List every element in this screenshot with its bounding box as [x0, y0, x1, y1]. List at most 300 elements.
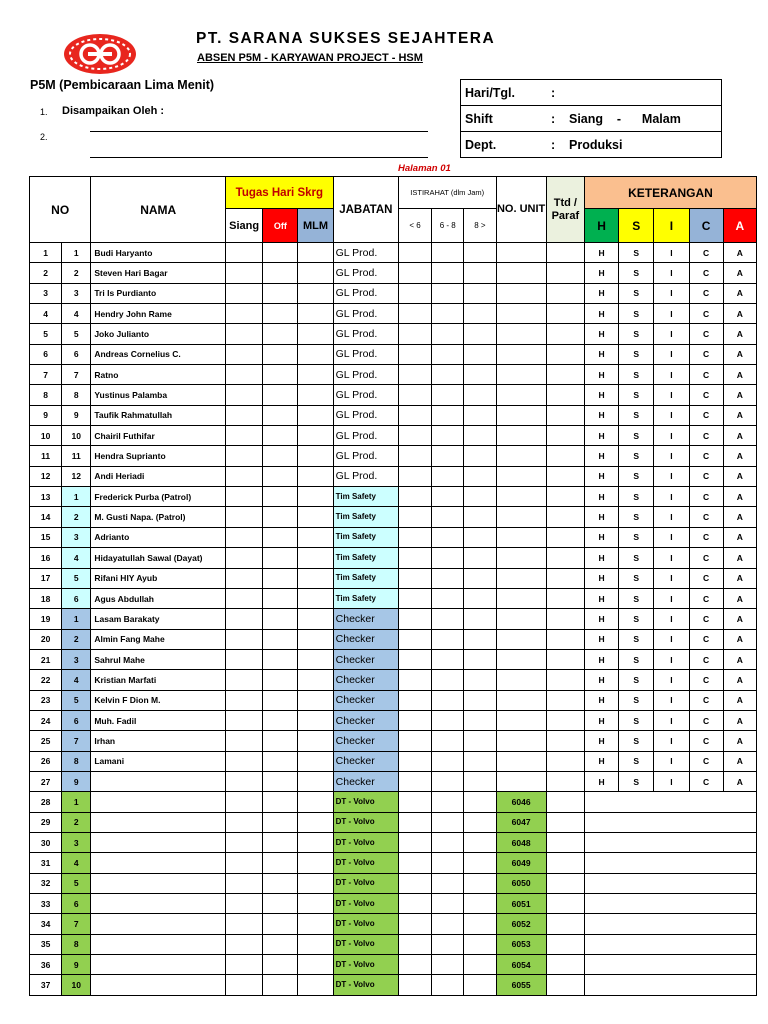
istirahat-lt6-cell[interactable] [398, 832, 431, 852]
tugas-off-cell[interactable] [263, 588, 298, 608]
istirahat-lt6-cell[interactable] [398, 263, 431, 283]
signature-cell[interactable] [546, 507, 584, 527]
istirahat-6-8-cell[interactable] [432, 914, 464, 934]
signature-cell[interactable] [546, 812, 584, 832]
keterangan-s-cell[interactable]: S [619, 649, 654, 669]
employee-name[interactable]: Frederick Purba (Patrol) [91, 487, 226, 507]
istirahat-6-8-cell[interactable] [432, 873, 464, 893]
tugas-off-cell[interactable] [263, 426, 298, 446]
tugas-siang-cell[interactable] [226, 568, 263, 588]
tugas-mlm-cell[interactable] [298, 324, 333, 344]
keterangan-i-cell[interactable]: I [654, 304, 689, 324]
signature-cell[interactable] [546, 751, 584, 771]
tugas-mlm-cell[interactable] [298, 812, 333, 832]
istirahat-6-8-cell[interactable] [432, 588, 464, 608]
tugas-mlm-cell[interactable] [298, 263, 333, 283]
tugas-mlm-cell[interactable] [298, 243, 333, 263]
keterangan-c-cell[interactable]: C [689, 304, 723, 324]
keterangan-i-cell[interactable]: I [654, 487, 689, 507]
istirahat-lt6-cell[interactable] [398, 894, 431, 914]
signature-cell[interactable] [546, 649, 584, 669]
employee-name[interactable]: Hidayatullah Sawal (Dayat) [91, 548, 226, 568]
tugas-off-cell[interactable] [263, 832, 298, 852]
keterangan-h-cell[interactable]: H [584, 771, 618, 791]
istirahat-6-8-cell[interactable] [432, 568, 464, 588]
keterangan-h-cell[interactable]: H [584, 304, 618, 324]
istirahat-lt6-cell[interactable] [398, 853, 431, 873]
tugas-mlm-cell[interactable] [298, 466, 333, 486]
signature-cell[interactable] [546, 894, 584, 914]
istirahat-gt8-cell[interactable] [464, 385, 496, 405]
istirahat-gt8-cell[interactable] [464, 771, 496, 791]
tugas-mlm-cell[interactable] [298, 527, 333, 547]
tugas-mlm-cell[interactable] [298, 975, 333, 995]
keterangan-c-cell[interactable]: C [689, 487, 723, 507]
signature-cell[interactable] [546, 731, 584, 751]
employee-name[interactable] [91, 853, 226, 873]
tugas-siang-cell[interactable] [226, 629, 263, 649]
signature-cell[interactable] [546, 243, 584, 263]
tugas-siang-cell[interactable] [226, 792, 263, 812]
tugas-siang-cell[interactable] [226, 324, 263, 344]
tugas-off-cell[interactable] [263, 731, 298, 751]
tugas-mlm-cell[interactable] [298, 914, 333, 934]
istirahat-lt6-cell[interactable] [398, 690, 431, 710]
keterangan-a-cell[interactable]: A [723, 527, 756, 547]
tugas-siang-cell[interactable] [226, 609, 263, 629]
tugas-off-cell[interactable] [263, 527, 298, 547]
keterangan-i-cell[interactable]: I [654, 243, 689, 263]
keterangan-i-cell[interactable]: I [654, 548, 689, 568]
istirahat-lt6-cell[interactable] [398, 568, 431, 588]
tugas-mlm-cell[interactable] [298, 446, 333, 466]
keterangan-a-cell[interactable]: A [723, 588, 756, 608]
signature-cell[interactable] [546, 344, 584, 364]
tugas-mlm-cell[interactable] [298, 426, 333, 446]
keterangan-s-cell[interactable]: S [619, 324, 654, 344]
tugas-mlm-cell[interactable] [298, 568, 333, 588]
tugas-off-cell[interactable] [263, 934, 298, 954]
keterangan-i-cell[interactable]: I [654, 263, 689, 283]
keterangan-s-cell[interactable]: S [619, 283, 654, 303]
istirahat-6-8-cell[interactable] [432, 466, 464, 486]
employee-name[interactable] [91, 812, 226, 832]
keterangan-c-cell[interactable]: C [689, 568, 723, 588]
keterangan-i-cell[interactable]: I [654, 324, 689, 344]
signature-cell[interactable] [546, 771, 584, 791]
istirahat-6-8-cell[interactable] [432, 812, 464, 832]
keterangan-s-cell[interactable]: S [619, 507, 654, 527]
tugas-siang-cell[interactable] [226, 975, 263, 995]
signature-cell[interactable] [546, 466, 584, 486]
tugas-off-cell[interactable] [263, 385, 298, 405]
employee-name[interactable]: Kelvin F Dion M. [91, 690, 226, 710]
tugas-siang-cell[interactable] [226, 710, 263, 730]
tugas-siang-cell[interactable] [226, 426, 263, 446]
tugas-siang-cell[interactable] [226, 405, 263, 425]
keterangan-i-cell[interactable]: I [654, 507, 689, 527]
keterangan-a-cell[interactable]: A [723, 283, 756, 303]
tugas-off-cell[interactable] [263, 609, 298, 629]
employee-name[interactable] [91, 792, 226, 812]
employee-name[interactable]: Kristian Marfati [91, 670, 226, 690]
keterangan-c-cell[interactable]: C [689, 731, 723, 751]
tugas-siang-cell[interactable] [226, 263, 263, 283]
istirahat-6-8-cell[interactable] [432, 243, 464, 263]
keterangan-s-cell[interactable]: S [619, 609, 654, 629]
tugas-off-cell[interactable] [263, 914, 298, 934]
istirahat-6-8-cell[interactable] [432, 344, 464, 364]
istirahat-lt6-cell[interactable] [398, 365, 431, 385]
keterangan-h-cell[interactable]: H [584, 344, 618, 364]
keterangan-c-cell[interactable]: C [689, 243, 723, 263]
tugas-off-cell[interactable] [263, 405, 298, 425]
tugas-siang-cell[interactable] [226, 690, 263, 710]
keterangan-a-cell[interactable]: A [723, 731, 756, 751]
istirahat-6-8-cell[interactable] [432, 710, 464, 730]
keterangan-i-cell[interactable]: I [654, 365, 689, 385]
keterangan-h-cell[interactable]: H [584, 751, 618, 771]
employee-name[interactable]: Agus Abdullah [91, 588, 226, 608]
istirahat-6-8-cell[interactable] [432, 771, 464, 791]
keterangan-c-cell[interactable]: C [689, 507, 723, 527]
keterangan-i-cell[interactable]: I [654, 426, 689, 446]
signature-cell[interactable] [546, 853, 584, 873]
istirahat-gt8-cell[interactable] [464, 731, 496, 751]
keterangan-a-cell[interactable]: A [723, 344, 756, 364]
istirahat-lt6-cell[interactable] [398, 283, 431, 303]
tugas-off-cell[interactable] [263, 690, 298, 710]
istirahat-lt6-cell[interactable] [398, 527, 431, 547]
keterangan-i-cell[interactable]: I [654, 771, 689, 791]
employee-name[interactable] [91, 955, 226, 975]
istirahat-gt8-cell[interactable] [464, 405, 496, 425]
istirahat-gt8-cell[interactable] [464, 588, 496, 608]
keterangan-a-cell[interactable]: A [723, 365, 756, 385]
istirahat-lt6-cell[interactable] [398, 446, 431, 466]
keterangan-h-cell[interactable]: H [584, 466, 618, 486]
tugas-off-cell[interactable] [263, 243, 298, 263]
keterangan-s-cell[interactable]: S [619, 466, 654, 486]
istirahat-6-8-cell[interactable] [432, 751, 464, 771]
keterangan-i-cell[interactable]: I [654, 751, 689, 771]
tugas-off-cell[interactable] [263, 649, 298, 669]
signature-cell[interactable] [546, 629, 584, 649]
keterangan-s-cell[interactable]: S [619, 771, 654, 791]
tugas-siang-cell[interactable] [226, 771, 263, 791]
tugas-siang-cell[interactable] [226, 873, 263, 893]
keterangan-s-cell[interactable]: S [619, 690, 654, 710]
keterangan-s-cell[interactable]: S [619, 670, 654, 690]
keterangan-a-cell[interactable]: A [723, 385, 756, 405]
keterangan-i-cell[interactable]: I [654, 690, 689, 710]
istirahat-lt6-cell[interactable] [398, 649, 431, 669]
employee-name[interactable] [91, 894, 226, 914]
employee-name[interactable]: Taufik Rahmatullah [91, 405, 226, 425]
istirahat-lt6-cell[interactable] [398, 771, 431, 791]
keterangan-a-cell[interactable]: A [723, 771, 756, 791]
employee-name[interactable]: Steven Hari Bagar [91, 263, 226, 283]
keterangan-a-cell[interactable]: A [723, 466, 756, 486]
tugas-mlm-cell[interactable] [298, 507, 333, 527]
istirahat-6-8-cell[interactable] [432, 263, 464, 283]
tugas-off-cell[interactable] [263, 487, 298, 507]
tugas-off-cell[interactable] [263, 792, 298, 812]
keterangan-i-cell[interactable]: I [654, 466, 689, 486]
keterangan-h-cell[interactable]: H [584, 670, 618, 690]
tugas-off-cell[interactable] [263, 751, 298, 771]
keterangan-c-cell[interactable]: C [689, 751, 723, 771]
istirahat-6-8-cell[interactable] [432, 548, 464, 568]
istirahat-gt8-cell[interactable] [464, 670, 496, 690]
tugas-mlm-cell[interactable] [298, 365, 333, 385]
keterangan-h-cell[interactable]: H [584, 263, 618, 283]
istirahat-gt8-cell[interactable] [464, 751, 496, 771]
keterangan-h-cell[interactable]: H [584, 365, 618, 385]
employee-name[interactable]: Muh. Fadil [91, 710, 226, 730]
istirahat-6-8-cell[interactable] [432, 731, 464, 751]
keterangan-c-cell[interactable]: C [689, 405, 723, 425]
keterangan-a-cell[interactable]: A [723, 405, 756, 425]
istirahat-lt6-cell[interactable] [398, 548, 431, 568]
istirahat-6-8-cell[interactable] [432, 385, 464, 405]
keterangan-c-cell[interactable]: C [689, 283, 723, 303]
tugas-mlm-cell[interactable] [298, 609, 333, 629]
keterangan-h-cell[interactable]: H [584, 731, 618, 751]
tugas-mlm-cell[interactable] [298, 955, 333, 975]
keterangan-h-cell[interactable]: H [584, 710, 618, 730]
istirahat-gt8-cell[interactable] [464, 527, 496, 547]
tugas-mlm-cell[interactable] [298, 304, 333, 324]
istirahat-gt8-cell[interactable] [464, 955, 496, 975]
istirahat-gt8-cell[interactable] [464, 365, 496, 385]
keterangan-i-cell[interactable]: I [654, 670, 689, 690]
signature-cell[interactable] [546, 955, 584, 975]
tugas-off-cell[interactable] [263, 629, 298, 649]
keterangan-s-cell[interactable]: S [619, 588, 654, 608]
keterangan-h-cell[interactable]: H [584, 507, 618, 527]
istirahat-lt6-cell[interactable] [398, 588, 431, 608]
tugas-off-cell[interactable] [263, 812, 298, 832]
employee-name[interactable]: Joko Julianto [91, 324, 226, 344]
tugas-off-cell[interactable] [263, 466, 298, 486]
istirahat-lt6-cell[interactable] [398, 466, 431, 486]
keterangan-i-cell[interactable]: I [654, 609, 689, 629]
tugas-off-cell[interactable] [263, 283, 298, 303]
keterangan-c-cell[interactable]: C [689, 649, 723, 669]
tugas-siang-cell[interactable] [226, 812, 263, 832]
istirahat-lt6-cell[interactable] [398, 934, 431, 954]
tugas-mlm-cell[interactable] [298, 771, 333, 791]
istirahat-6-8-cell[interactable] [432, 955, 464, 975]
signature-cell[interactable] [546, 588, 584, 608]
tugas-mlm-cell[interactable] [298, 588, 333, 608]
keterangan-i-cell[interactable]: I [654, 344, 689, 364]
istirahat-gt8-cell[interactable] [464, 832, 496, 852]
tugas-mlm-cell[interactable] [298, 283, 333, 303]
keterangan-i-cell[interactable]: I [654, 446, 689, 466]
keterangan-i-cell[interactable]: I [654, 405, 689, 425]
keterangan-h-cell[interactable]: H [584, 690, 618, 710]
tugas-mlm-cell[interactable] [298, 548, 333, 568]
istirahat-gt8-cell[interactable] [464, 548, 496, 568]
istirahat-gt8-cell[interactable] [464, 344, 496, 364]
signature-cell[interactable] [546, 426, 584, 446]
tugas-off-cell[interactable] [263, 446, 298, 466]
keterangan-s-cell[interactable]: S [619, 751, 654, 771]
istirahat-6-8-cell[interactable] [432, 832, 464, 852]
signature-cell[interactable] [546, 792, 584, 812]
keterangan-i-cell[interactable]: I [654, 629, 689, 649]
tugas-mlm-cell[interactable] [298, 385, 333, 405]
keterangan-h-cell[interactable]: H [584, 385, 618, 405]
keterangan-h-cell[interactable]: H [584, 324, 618, 344]
istirahat-lt6-cell[interactable] [398, 426, 431, 446]
signature-cell[interactable] [546, 487, 584, 507]
keterangan-c-cell[interactable]: C [689, 609, 723, 629]
keterangan-s-cell[interactable]: S [619, 568, 654, 588]
keterangan-s-cell[interactable]: S [619, 243, 654, 263]
istirahat-gt8-cell[interactable] [464, 853, 496, 873]
istirahat-lt6-cell[interactable] [398, 710, 431, 730]
tugas-siang-cell[interactable] [226, 955, 263, 975]
keterangan-a-cell[interactable]: A [723, 304, 756, 324]
keterangan-s-cell[interactable]: S [619, 344, 654, 364]
keterangan-i-cell[interactable]: I [654, 710, 689, 730]
istirahat-6-8-cell[interactable] [432, 690, 464, 710]
keterangan-h-cell[interactable]: H [584, 405, 618, 425]
signature-cell[interactable] [546, 832, 584, 852]
tugas-off-cell[interactable] [263, 853, 298, 873]
tugas-siang-cell[interactable] [226, 588, 263, 608]
signature-cell[interactable] [546, 873, 584, 893]
keterangan-h-cell[interactable]: H [584, 283, 618, 303]
istirahat-gt8-cell[interactable] [464, 710, 496, 730]
keterangan-h-cell[interactable]: H [584, 487, 618, 507]
istirahat-6-8-cell[interactable] [432, 670, 464, 690]
istirahat-gt8-cell[interactable] [464, 690, 496, 710]
keterangan-i-cell[interactable]: I [654, 731, 689, 751]
istirahat-lt6-cell[interactable] [398, 751, 431, 771]
istirahat-6-8-cell[interactable] [432, 609, 464, 629]
tugas-off-cell[interactable] [263, 304, 298, 324]
istirahat-gt8-cell[interactable] [464, 263, 496, 283]
keterangan-c-cell[interactable]: C [689, 588, 723, 608]
istirahat-lt6-cell[interactable] [398, 914, 431, 934]
tugas-siang-cell[interactable] [226, 243, 263, 263]
signature-cell[interactable] [546, 385, 584, 405]
employee-name[interactable]: Sahrul Mahe [91, 649, 226, 669]
tugas-siang-cell[interactable] [226, 934, 263, 954]
keterangan-a-cell[interactable]: A [723, 670, 756, 690]
istirahat-6-8-cell[interactable] [432, 405, 464, 425]
tugas-siang-cell[interactable] [226, 649, 263, 669]
istirahat-lt6-cell[interactable] [398, 670, 431, 690]
istirahat-6-8-cell[interactable] [432, 426, 464, 446]
tugas-off-cell[interactable] [263, 710, 298, 730]
keterangan-c-cell[interactable]: C [689, 710, 723, 730]
istirahat-6-8-cell[interactable] [432, 894, 464, 914]
istirahat-6-8-cell[interactable] [432, 629, 464, 649]
employee-name[interactable]: Lamani [91, 751, 226, 771]
istirahat-6-8-cell[interactable] [432, 304, 464, 324]
keterangan-a-cell[interactable]: A [723, 243, 756, 263]
istirahat-6-8-cell[interactable] [432, 324, 464, 344]
signature-cell[interactable] [546, 324, 584, 344]
tugas-siang-cell[interactable] [226, 751, 263, 771]
signature-cell[interactable] [546, 405, 584, 425]
keterangan-i-cell[interactable]: I [654, 588, 689, 608]
tugas-siang-cell[interactable] [226, 487, 263, 507]
keterangan-s-cell[interactable]: S [619, 527, 654, 547]
keterangan-c-cell[interactable]: C [689, 365, 723, 385]
tugas-siang-cell[interactable] [226, 385, 263, 405]
istirahat-gt8-cell[interactable] [464, 243, 496, 263]
tugas-siang-cell[interactable] [226, 527, 263, 547]
keterangan-s-cell[interactable]: S [619, 426, 654, 446]
tugas-off-cell[interactable] [263, 771, 298, 791]
istirahat-lt6-cell[interactable] [398, 873, 431, 893]
keterangan-h-cell[interactable]: H [584, 629, 618, 649]
signature-cell[interactable] [546, 710, 584, 730]
keterangan-a-cell[interactable]: A [723, 609, 756, 629]
istirahat-6-8-cell[interactable] [432, 283, 464, 303]
signature-cell[interactable] [546, 446, 584, 466]
istirahat-gt8-cell[interactable] [464, 873, 496, 893]
employee-name[interactable]: M. Gusti Napa. (Patrol) [91, 507, 226, 527]
tugas-siang-cell[interactable] [226, 731, 263, 751]
keterangan-h-cell[interactable]: H [584, 426, 618, 446]
employee-name[interactable]: Andi Heriadi [91, 466, 226, 486]
istirahat-gt8-cell[interactable] [464, 934, 496, 954]
tugas-off-cell[interactable] [263, 873, 298, 893]
tugas-mlm-cell[interactable] [298, 344, 333, 364]
istirahat-gt8-cell[interactable] [464, 487, 496, 507]
istirahat-lt6-cell[interactable] [398, 243, 431, 263]
employee-name[interactable]: Irhan [91, 731, 226, 751]
keterangan-i-cell[interactable]: I [654, 385, 689, 405]
tugas-mlm-cell[interactable] [298, 873, 333, 893]
tugas-mlm-cell[interactable] [298, 487, 333, 507]
istirahat-gt8-cell[interactable] [464, 792, 496, 812]
employee-name[interactable]: Budi Haryanto [91, 243, 226, 263]
employee-name[interactable]: Chairil Futhifar [91, 426, 226, 446]
tugas-siang-cell[interactable] [226, 670, 263, 690]
employee-name[interactable] [91, 914, 226, 934]
employee-name[interactable] [91, 934, 226, 954]
istirahat-6-8-cell[interactable] [432, 649, 464, 669]
tugas-off-cell[interactable] [263, 670, 298, 690]
istirahat-lt6-cell[interactable] [398, 405, 431, 425]
istirahat-lt6-cell[interactable] [398, 324, 431, 344]
keterangan-s-cell[interactable]: S [619, 365, 654, 385]
tugas-siang-cell[interactable] [226, 548, 263, 568]
istirahat-lt6-cell[interactable] [398, 975, 431, 995]
istirahat-gt8-cell[interactable] [464, 568, 496, 588]
signature-cell[interactable] [546, 548, 584, 568]
tugas-mlm-cell[interactable] [298, 629, 333, 649]
keterangan-c-cell[interactable]: C [689, 690, 723, 710]
tugas-off-cell[interactable] [263, 568, 298, 588]
signature-cell[interactable] [546, 263, 584, 283]
keterangan-i-cell[interactable]: I [654, 568, 689, 588]
employee-name[interactable]: Ratno [91, 365, 226, 385]
istirahat-6-8-cell[interactable] [432, 507, 464, 527]
keterangan-a-cell[interactable]: A [723, 263, 756, 283]
istirahat-6-8-cell[interactable] [432, 446, 464, 466]
tugas-off-cell[interactable] [263, 955, 298, 975]
signature-cell[interactable] [546, 670, 584, 690]
